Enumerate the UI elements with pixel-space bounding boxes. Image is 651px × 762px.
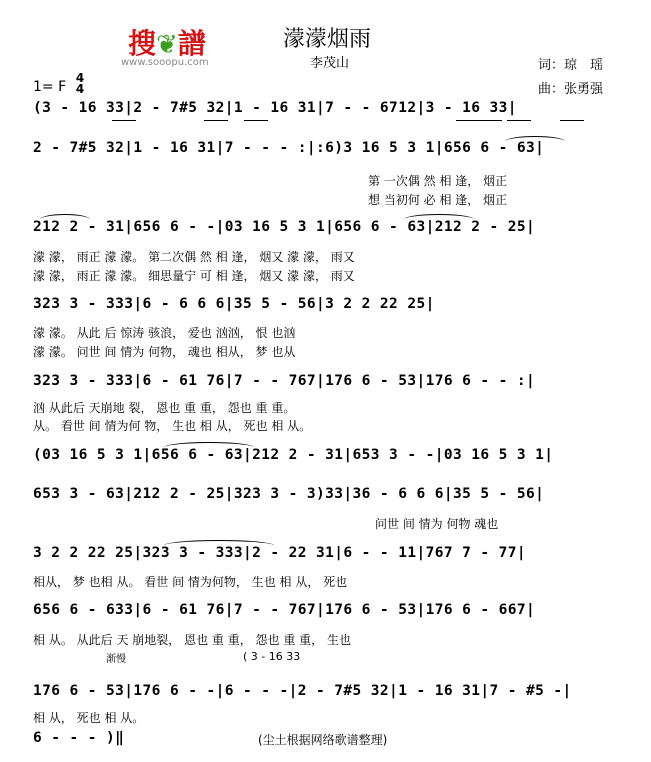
music-row-7: 653 3 - 63|212 2 - 25|323 3 - 3)33|36 - 6 6 6|35 5 - 56| — [33, 486, 545, 502]
lyrics-row-2a: 第 一次偶 然 相 逢， 烟正 — [368, 174, 508, 188]
key-signature: 1= F — [33, 79, 67, 95]
music-row-5: 323 3 - 333|6 - 61 76|7 - - 767|176 6 - 53|176 6 - - :| — [33, 373, 536, 389]
composer: 曲：张勇强 — [538, 82, 604, 97]
beam — [112, 120, 136, 121]
logo-char-2: 譜 — [177, 27, 206, 60]
song-title: 濛濛烟雨 — [283, 27, 372, 52]
logo-site-url: www.sooopu.com — [121, 57, 209, 68]
music-row-11: 6 - - - )‖ — [33, 730, 125, 746]
beam — [204, 120, 228, 121]
music-row-2: 2 - 7#5 32|1 - 16 31|7 - - - :|:6)3 16 5 3 1|656 6 - 63| — [33, 140, 545, 156]
beam — [456, 120, 502, 121]
music-row-4: 323 3 - 333|6 - 6 6 6|35 5 - 56|3 2 2 22 25| — [33, 296, 435, 312]
leaf-icon: ❦ — [156, 30, 178, 60]
tempo-slow-mark: 渐慢 — [106, 654, 126, 665]
ending-intro-small: ( 3 - 16 33 — [243, 650, 301, 663]
lyrics-row-5b: 从。 看世 间 情为何 物， 生也 相 从， 死也 相 从。 — [33, 419, 312, 433]
logo-char-1: 搜 — [128, 27, 157, 60]
lyrics-row-9: 相 从。 从此后 天 崩地裂， 恩也 重 重， 怨也 重 重， 生也 — [33, 633, 351, 647]
singer: 李茂山 — [310, 56, 350, 71]
slur — [164, 540, 274, 551]
lyrics-row-3a: 濛 濛， 雨正 濛 濛。 第二次偶 然 相 逢， 烟又 濛 濛， 雨又 — [33, 250, 355, 264]
beam — [507, 120, 531, 121]
lyrics-row-8: 相从， 梦 也相 从。 看世 间 情为何物， 生也 相 从， 死也 — [33, 575, 348, 589]
lyrics-row-7: 问世 间 情为 何物 魂也 — [375, 517, 499, 531]
music-row-3: 212 2 - 31|656 6 - -|03 16 5 3 1|656 6 - 63|212 2 - 25| — [33, 219, 536, 235]
lyrics-row-2b: 想 当初何 必 相 逢， 烟正 — [368, 193, 508, 207]
site-logo — [128, 22, 206, 62]
slur — [40, 214, 90, 225]
lyrics-row-3b: 濛 濛， 雨正 濛 濛。 细思量宁 可 相 逢， 烟又 濛 濛， 雨又 — [33, 269, 355, 283]
music-row-10: 176 6 - 53|176 6 - -|6 - - -|2 - 7#5 32|1 - 16 31|7 - #5 -| — [33, 683, 572, 699]
footer-note: (尘土根据网络歌谱整理) — [258, 733, 388, 747]
music-row-8: 3 2 2 22 25|323 3 - 333|2 - 22 31|6 - - 11|767 7 - 77| — [33, 545, 527, 561]
lyrics-row-4a: 濛 濛。 从此 后 惊涛 骇浪， 爱也 汹汹， 恨 也汹 — [33, 326, 296, 340]
lyrics-row-4b: 濛 濛。 问世 间 情为 何物， 魂也 相从， 梦 也从 — [33, 345, 296, 359]
time-signature — [74, 73, 86, 95]
music-row-9: 656 6 - 633|6 - 61 76|7 - - 767|176 6 - 53|176 6 - 667| — [33, 602, 536, 618]
beam — [244, 120, 268, 121]
music-row-1: (3 - 16 33|2 - 7#5 32|1 - 16 31|7 - - 6712|3 - 16 33| — [33, 100, 517, 116]
lyrics-row-5a: 汹 从此后 天崩地 裂， 恩也 重 重， 怨也 重 重。 — [33, 401, 296, 415]
beam — [560, 120, 584, 121]
slur — [164, 442, 254, 453]
slur — [404, 214, 474, 225]
slur — [505, 136, 565, 147]
music-row-6: (03 16 5 3 1|656 6 - 63|212 2 - 31|653 3 - -|03 16 5 3 1| — [33, 447, 554, 463]
time-bottom: 4 — [75, 82, 85, 96]
lyrics-row-10: 相 从， 死也 相 从。 — [33, 711, 145, 725]
lyricist: 词：琼 瑶 — [538, 58, 604, 73]
time-top: 4 — [75, 71, 85, 85]
